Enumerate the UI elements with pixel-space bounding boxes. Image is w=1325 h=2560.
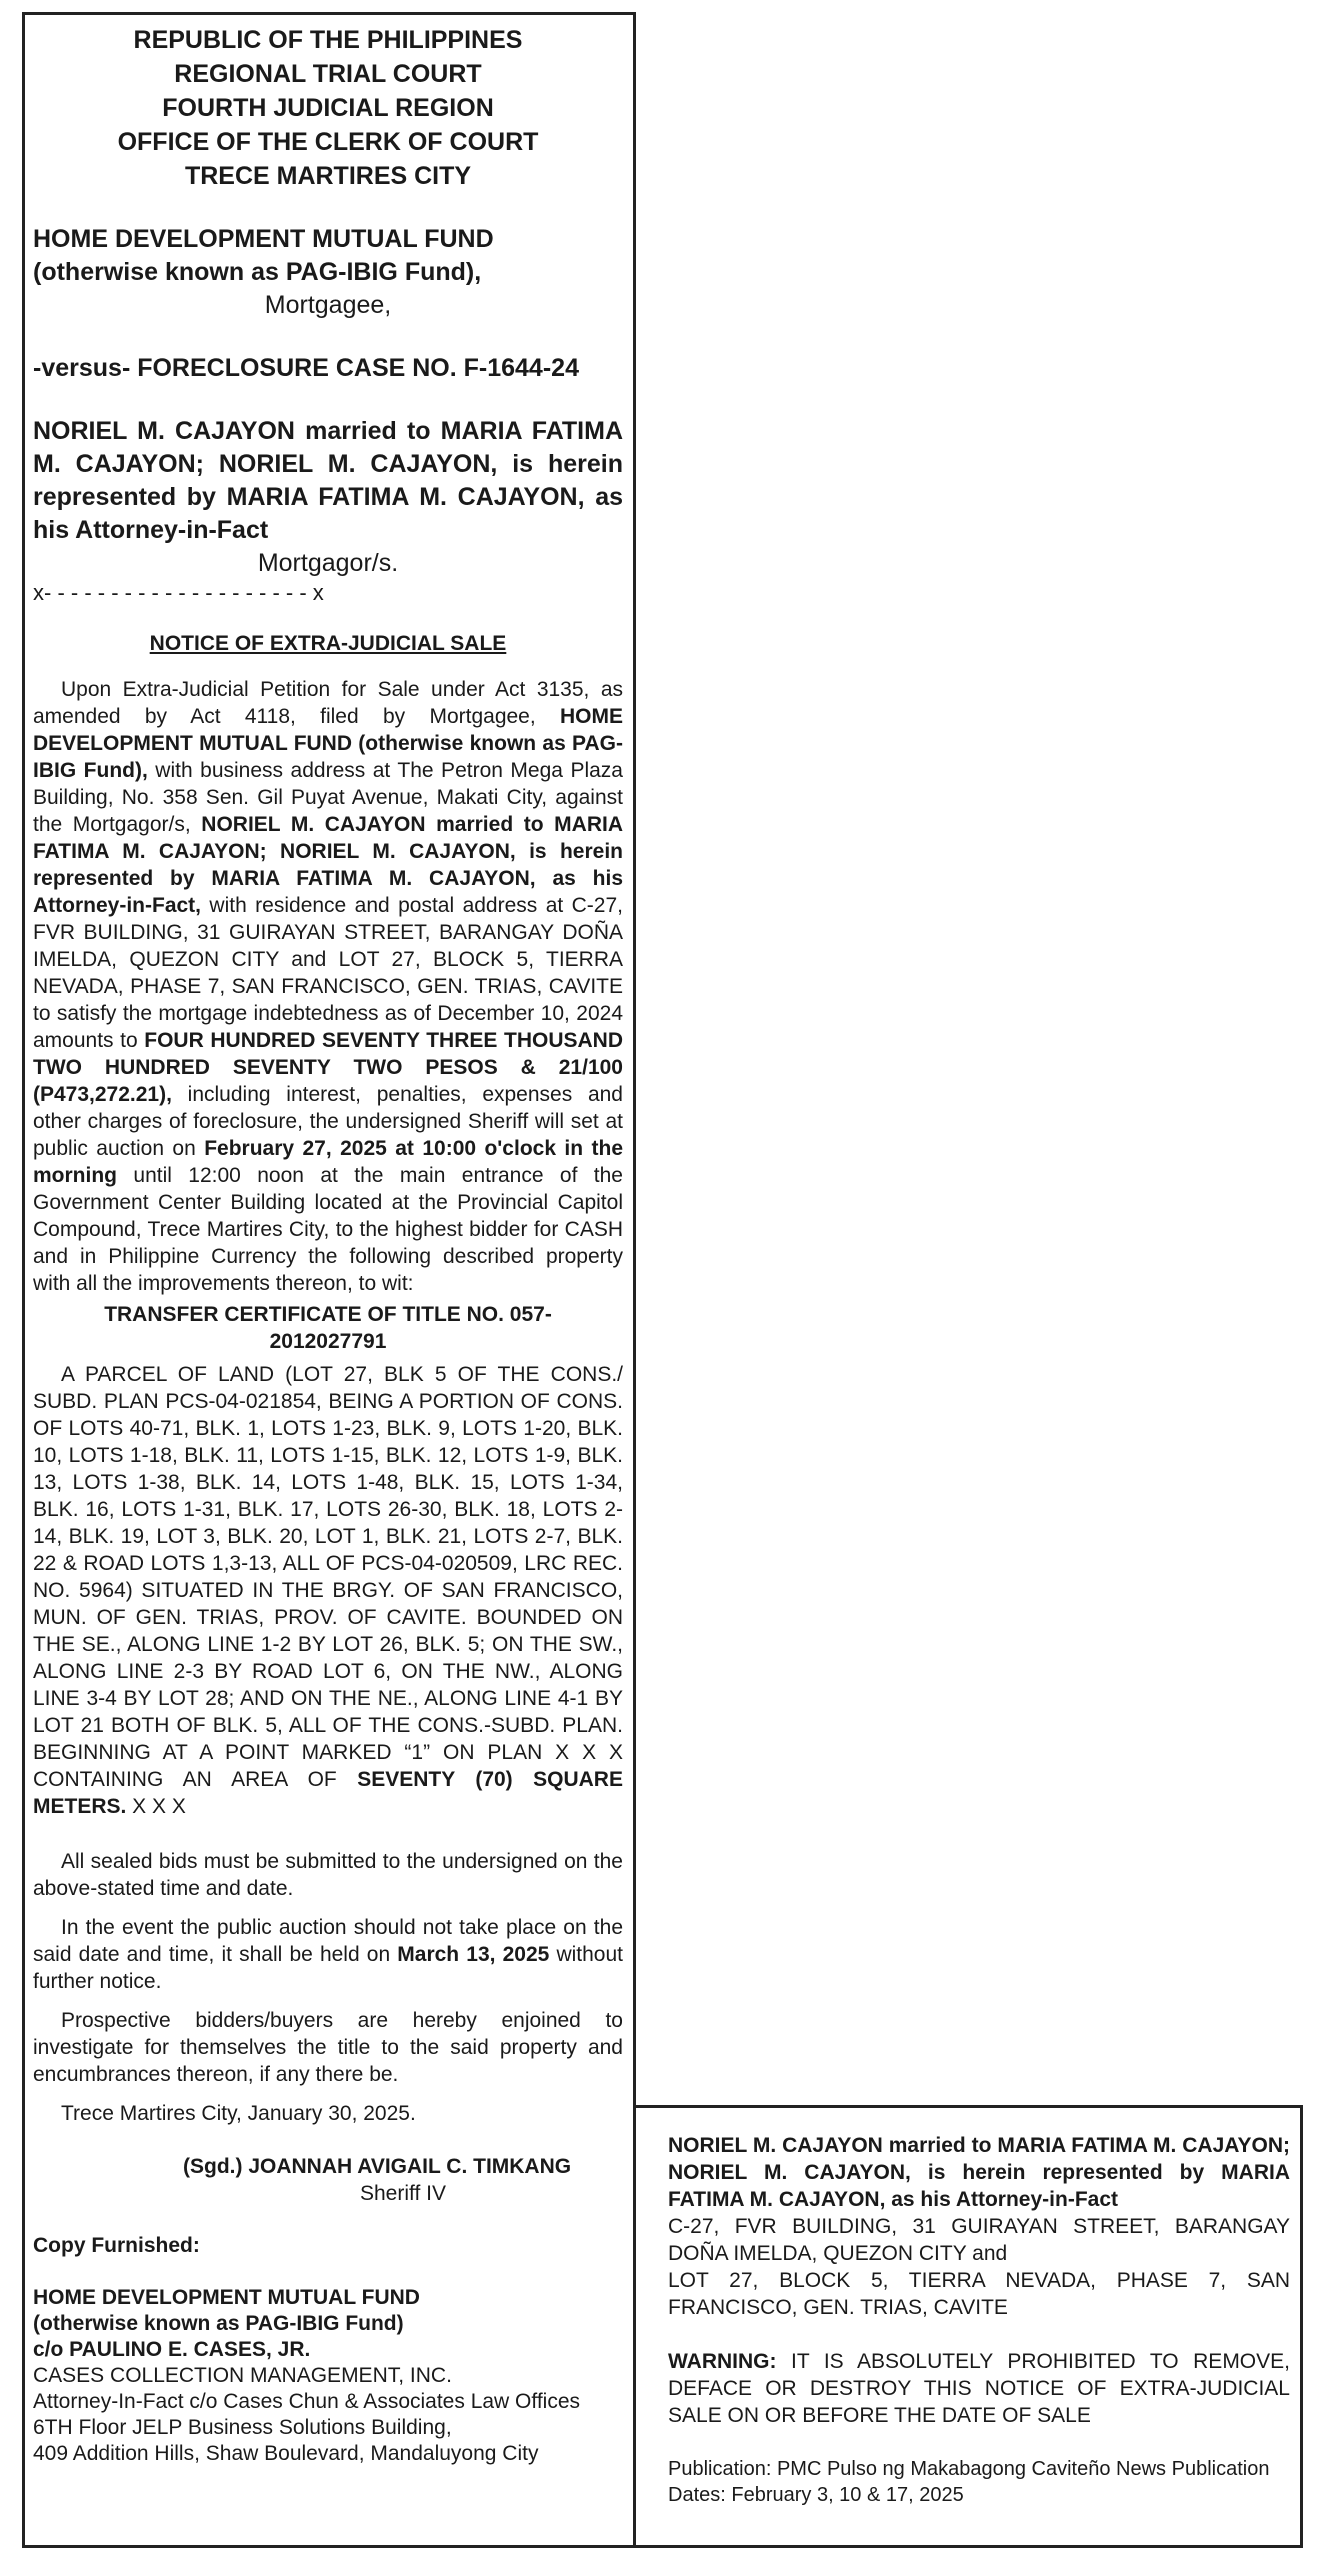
publication-dates: Dates: February 3, 10 & 17, 2025 (668, 2484, 964, 2506)
header-line: FOURTH JUDICIAL REGION (162, 94, 494, 122)
box-mortgagor-names: NORIEL M. CAJAYON married to MARIA FATIMA M. CAJAYON; NORIEL M. CAJAYON, is herein represented by MARIA FATIMA M. CAJAYON, as his Attorney-in-Fact (668, 2134, 1290, 2211)
sealed-bids-paragraph: All sealed bids must be submitted to the undersigned on the above-stated time and date. (33, 1850, 623, 1900)
separator-line: x- - - - - - - - - - - - - - - - - - - - x (33, 580, 324, 605)
case-number: -versus- FORECLOSURE CASE NO. F-1644-24 (33, 354, 579, 382)
box-address-2: LOT 27, BLOCK 5, TIERRA NEVADA, PHASE 7, SAN FRANCISCO, GEN. TRIAS, CAVITE (668, 2269, 1290, 2319)
copy-furnished-address: HOME DEVELOPMENT MUTUAL FUND (otherwise known as PAG-IBIG Fund) c/o PAULINO E. CASES, JR. CASES COLLECTION MANAGEMENT, INC. Attorney-In-Fact c/o Cases Chun & Associates Law Offices 6TH Floor JELP Business Solutions Building, 409 Addition Hills, Shaw Boulevard, Mandaluyong City (33, 2286, 581, 2465)
copy-furnished-heading: Copy Furnished: (33, 2234, 200, 2257)
mortgagee-name: HOME DEVELOPMENT MUTUAL FUND (33, 225, 494, 253)
signatory-name: (Sgd.) JOANNAH AVIGAIL C. TIMKANG (183, 2155, 572, 2178)
mortgagor-role: Mortgagor/s. (257, 549, 399, 577)
header-line: TRECE MARTIRES CITY (184, 162, 472, 190)
mortgagee-name-alias: (otherwise known as PAG-IBIG Fund), (33, 258, 482, 286)
signatory-title: Sheriff IV (360, 2182, 446, 2205)
publication-line: Publication: PMC Pulso ng Makabagong Caviteño News Publication (668, 2458, 1270, 2480)
parcel-description: A PARCEL OF LAND (LOT 27, BLK 5 OF THE CONS./ SUBD. PLAN PCS-04-021854, BEING A PORTION OF CONS. OF LOTS 40-71, BLK. 1, LOTS 1-23, BLK. 9, LOTS 1-20, BLK. 10, LOTS 1-18, BLK. 11, LOTS 1-15, BLK. 12, LOTS 1-9, BLK. 13, LOTS 1-38, BLK. 14, LOTS 1-48, BLK. 15, LOTS 1-34, BLK. 16, LOTS 1-31, BLK. 17, LOTS 26-30, BLK. 18, LOTS 2-14, BLK. 19, LOT 3, BLK. 20, LOT 1, BLK. 21, LOTS 2-7, BLK. 22 & ROAD LOTS 1,3-13, ALL OF PCS-04-020509, LRC REC. NO. 5964) SITUATED IN THE BRGY. OF SAN FRANCISCO, MUN. OF GEN. TRIAS, PROV. OF CAVITE. BOUNDED ON THE SE., ALONG LINE 1-2 BY LOT 26, BLK. 5; ON THE SW., ALONG LINE 2-3 BY ROAD LOT 6, ON THE NW., ALONG LINE 3-4 BY LOT 28; AND ON THE NE., ALONG LINE 4-1 BY LOT 21 BOTH OF BLK. 5, ALL OF THE CONS.-SUBD. PLAN. BEGINNING AT A POINT MARKED “1” ON PLAN X X X CONTAINING AN AREA OF SEVENTY (70) SQUARE METERS. X X X (33, 1363, 623, 1818)
petition-paragraph: Upon Extra-Judicial Petition for Sale under Act 3135, as amended by Act 4118, filed by Mortgagee, HOME DEVELOPMENT MUTUAL FUND (otherwise known as PAG-IBIG Fund), with business address at The Petron Mega Plaza Building, No. 358 Sen. Gil Puyat Avenue, Makati City, against the Mortgagor/s, NORIEL M. CAJAYON married to MARIA FATIMA M. CAJAYON; NORIEL M. CAJAYON, is herein represented by MARIA FATIMA M. CAJAYON, as his Attorney-in-Fact, with residence and postal address at C-27, FVR BUILDING, 31 GUIRAYAN STREET, BARANGAY DOÑA IMELDA, QUEZON CITY and LOT 27, BLOCK 5, TIERRA NEVADA, PHASE 7, SAN FRANCISCO, GEN. TRIAS, CAVITE to satisfy the mortgage indebtedness as of December 10, 2024 amounts to FOUR HUNDRED SEVENTY THREE THOUSAND TWO HUNDRED SEVENTY TWO PESOS & 21/100 (P473,272.21), including interest, penalties, expenses and other charges of foreclosure, the undersigned Sheriff will set at public auction on February 27, 2025 at 10:00 o'clock in the morning until 12:00 noon at the main entrance of the Government Center Building located at the Provincial Capitol Compound, Trece Martires City, to the highest bidder for CASH and in Philippine Currency the following described property with all the improvements thereon, to wit: (33, 678, 624, 1295)
warning-notice: WARNING: IT IS ABSOLUTELY PROHIBITED TO REMOVE, DEFACE OR DESTROY THIS NOTICE OF EXTRA-JUDICIAL SALE ON OR BEFORE THE DATE OF SALE (668, 2350, 1290, 2427)
reschedule-paragraph: In the event the public auction should not take place on the said date and time, it shall be held on March 13, 2025 without further notice. (33, 1916, 624, 1993)
mortgagor-names: NORIEL M. CAJAYON married to MARIA FATIMA M. CAJAYON; NORIEL M. CAJAYON, is herein represented by MARIA FATIMA M. CAJAYON, as his Attorney-in-Fact (33, 417, 623, 544)
notice-main-column (22, 12, 636, 2548)
notice-title: NOTICE OF EXTRA-JUDICIAL SALE (149, 632, 507, 655)
tct-number: TRANSFER CERTIFICATE OF TITLE NO. 057- 2012027791 (104, 1303, 552, 1353)
header-line: REGIONAL TRIAL COURT (174, 60, 482, 88)
date-line: Trece Martires City, January 30, 2025. (61, 2102, 416, 2125)
mortgagee-role: Mortgagee, (264, 291, 392, 319)
prospective-bidders-paragraph: Prospective bidders/buyers are hereby enjoined to investigate for themselves the title to the said property and encumbrances thereon, if any there be. (33, 2009, 623, 2086)
mortgagor-address-box (636, 2105, 1303, 2548)
court-header (33, 23, 623, 193)
box-address-1: C-27, FVR BUILDING, 31 GUIRAYAN STREET, BARANGAY DOÑA IMELDA, QUEZON CITY and (668, 2215, 1290, 2265)
header-line: OFFICE OF THE CLERK OF COURT (117, 128, 539, 156)
header-line: REPUBLIC OF THE PHILIPPINES (133, 26, 523, 54)
